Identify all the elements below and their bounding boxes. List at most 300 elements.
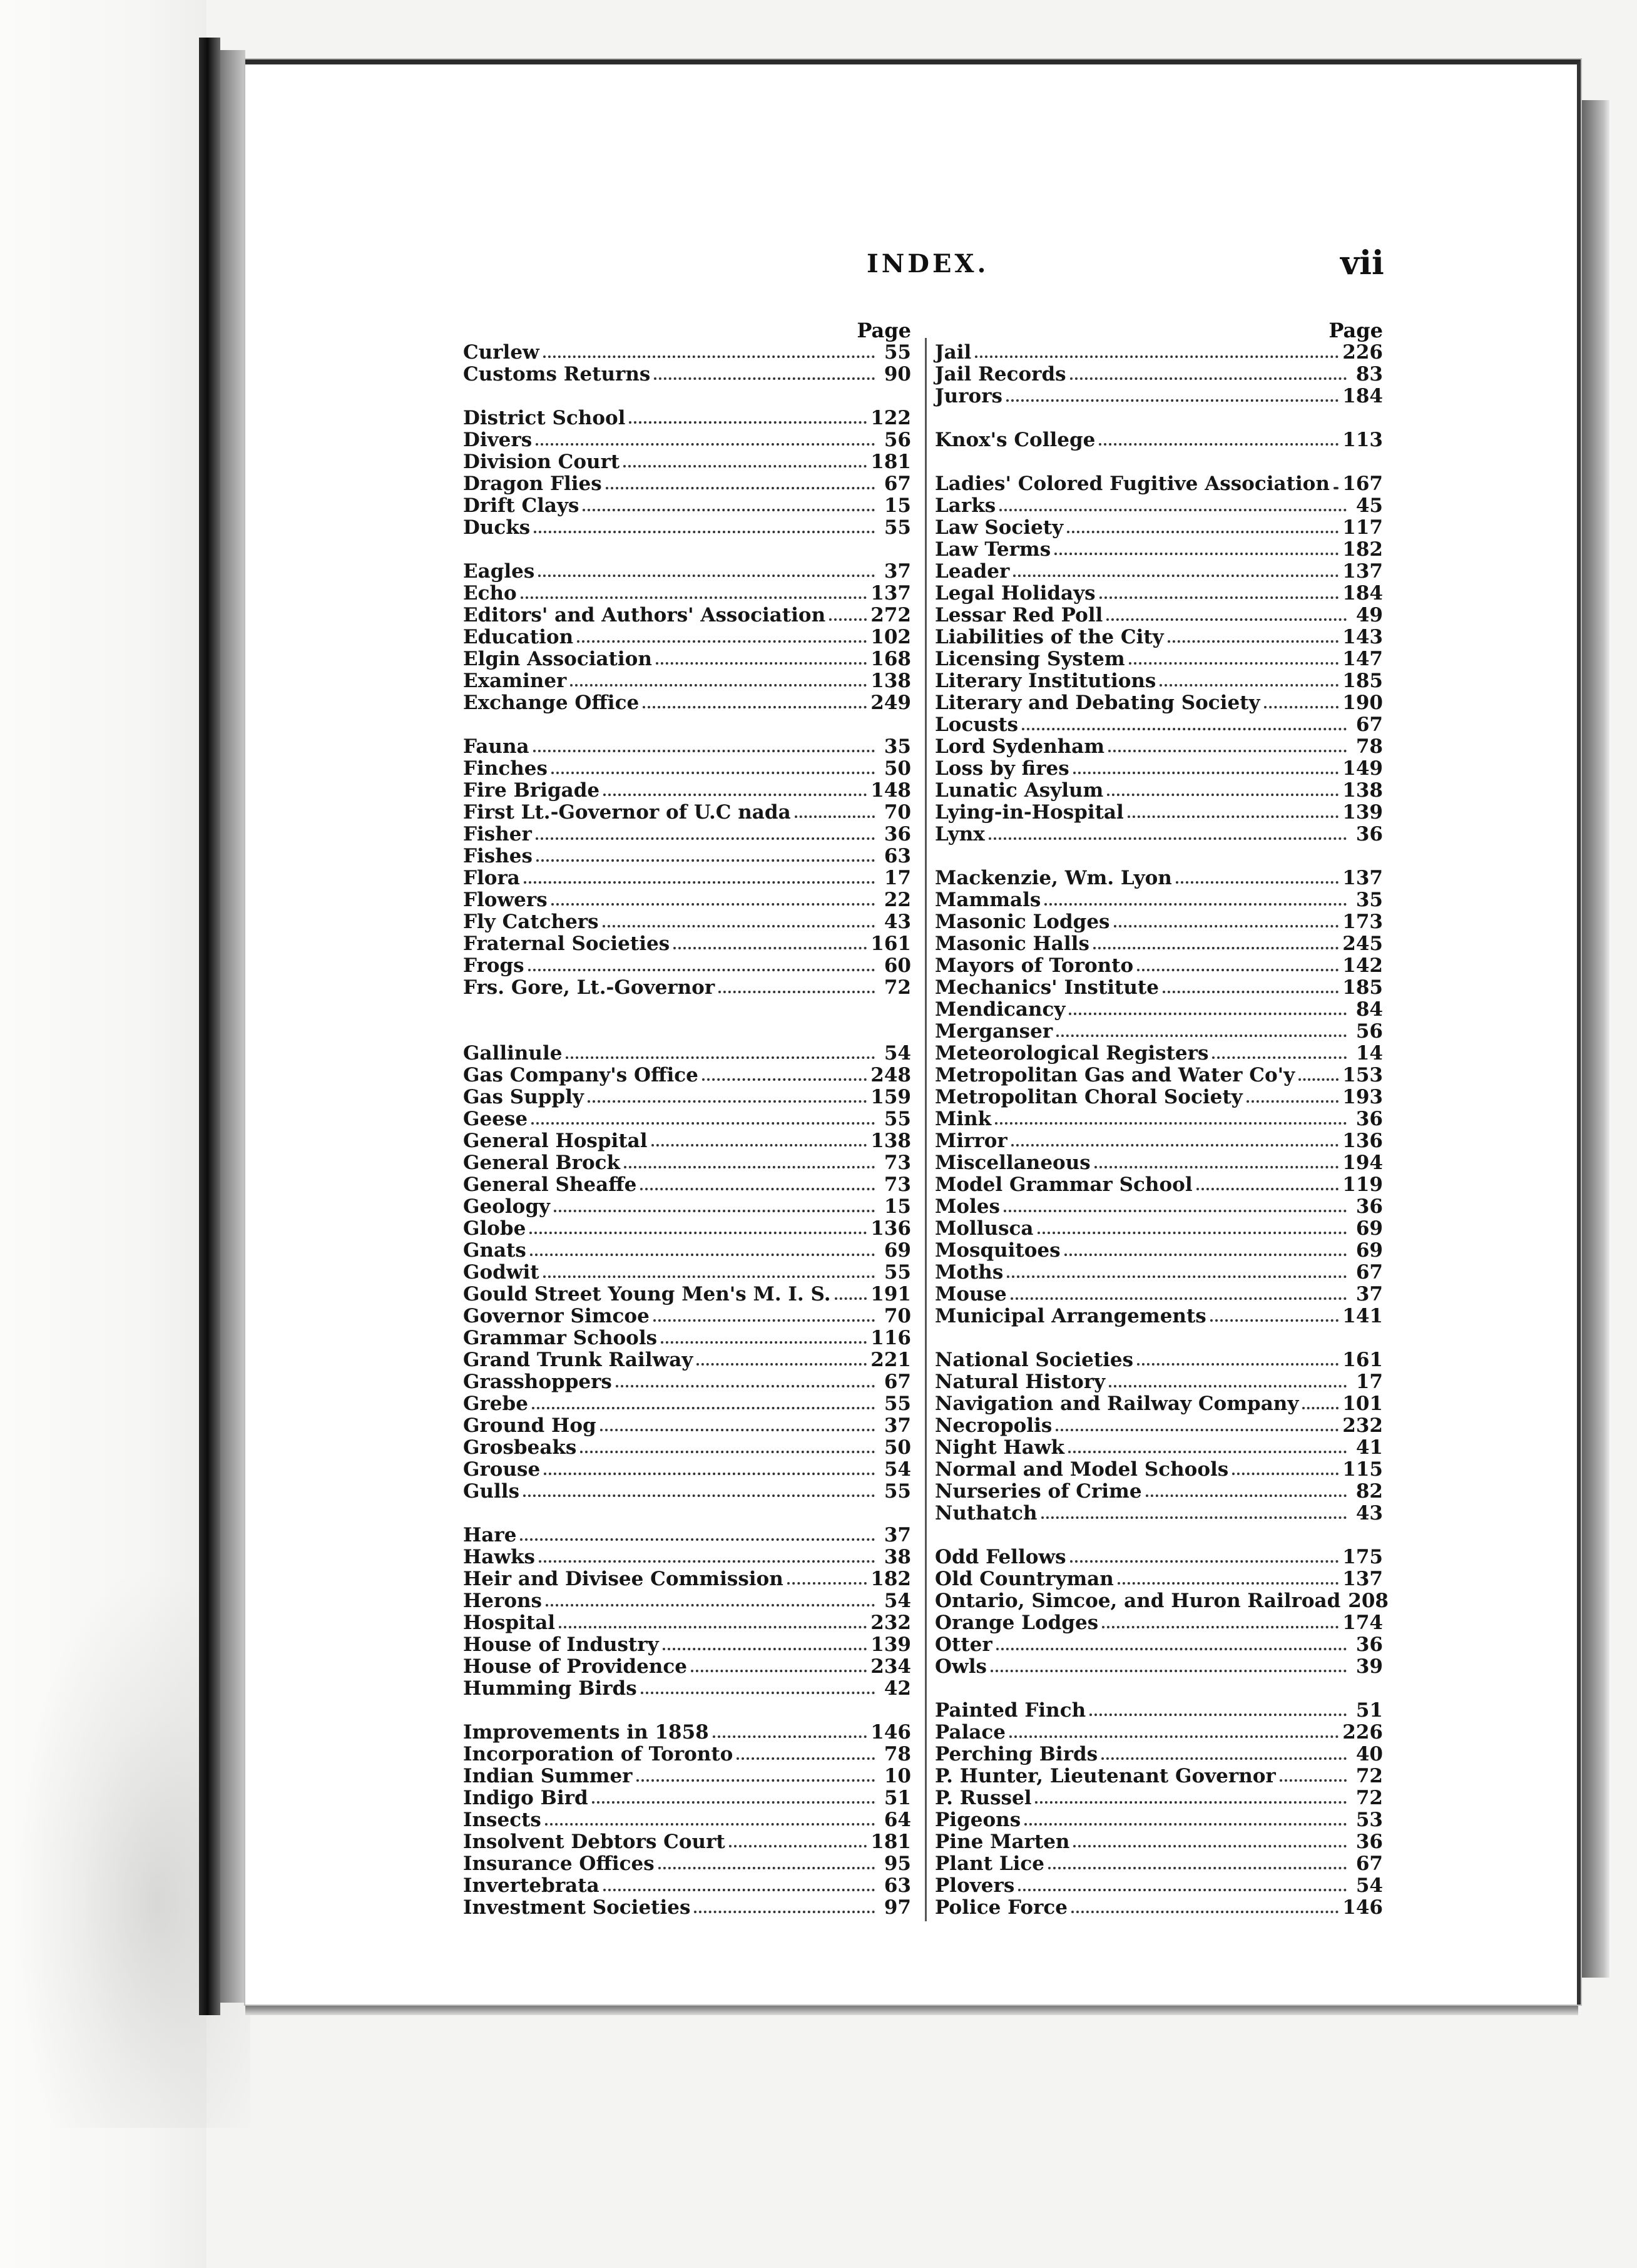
entry-term: Licensing System — [935, 648, 1125, 670]
entry-term: Heir and Divisee Commission — [463, 1568, 783, 1590]
dot-leader — [1168, 640, 1339, 643]
entry-page-number: 174 — [1342, 1612, 1383, 1634]
dot-leader — [1024, 1823, 1347, 1826]
entry-term: Finches — [463, 757, 548, 780]
dot-leader — [1107, 794, 1339, 796]
dot-leader — [1044, 903, 1347, 906]
entry-page-number: 137 — [870, 582, 911, 605]
entry-page-number: 182 — [870, 1568, 911, 1590]
entry-page-number: 101 — [1342, 1392, 1383, 1415]
index-entry — [935, 1393, 1383, 1415]
dot-leader — [1334, 487, 1339, 489]
dot-leader — [1022, 728, 1347, 730]
dot-leader — [551, 772, 875, 774]
entry-page-number: 149 — [1342, 757, 1383, 780]
entry-term: Invertebrata — [463, 1874, 599, 1897]
dot-leader — [624, 1166, 875, 1168]
index-entry — [463, 561, 911, 583]
entry-page-number: 67 — [1355, 713, 1383, 736]
entry-page-number: 72 — [1355, 1787, 1383, 1809]
entry-page-number: 142 — [1342, 954, 1383, 977]
entry-spacer — [463, 714, 911, 736]
entry-term: Mackenzie, Wm. Lyon — [935, 867, 1172, 889]
index-entry — [463, 1262, 911, 1284]
entry-page-number: 35 — [1355, 889, 1383, 911]
entry-term: Fisher — [463, 823, 532, 845]
dot-leader — [546, 1604, 875, 1606]
index-entry — [463, 1656, 911, 1678]
dot-leader — [651, 1144, 867, 1147]
index-entry — [463, 824, 911, 845]
dot-leader — [995, 1122, 1347, 1125]
entry-page-number: 69 — [1355, 1239, 1383, 1262]
entry-page-number: 56 — [884, 429, 911, 451]
index-entry — [935, 1371, 1383, 1393]
dot-leader — [623, 465, 867, 467]
entry-page-number: 55 — [884, 1108, 911, 1130]
entry-page-number: 36 — [1355, 1195, 1383, 1218]
index-entry — [935, 1086, 1383, 1108]
entry-term: Odd Fellows — [935, 1546, 1066, 1568]
index-entry — [463, 1174, 911, 1196]
entry-term: Legal Holidays — [935, 582, 1096, 605]
dot-leader — [551, 903, 875, 906]
dot-leader — [975, 355, 1339, 358]
index-entry — [935, 1700, 1383, 1722]
entry-page-number: 173 — [1342, 911, 1383, 933]
dot-leader — [656, 662, 867, 665]
entry-page-number: 37 — [884, 560, 911, 583]
index-entry — [463, 1787, 911, 1809]
entry-page-number: 55 — [884, 1261, 911, 1284]
entry-term: Grand Trunk Railway — [463, 1349, 693, 1371]
index-entry — [463, 867, 911, 889]
entry-page-number: 221 — [870, 1349, 911, 1371]
entry-term: Moles — [935, 1195, 1000, 1218]
entry-term: Pine Marten — [935, 1831, 1070, 1853]
index-entry — [935, 364, 1383, 386]
index-entry — [935, 1875, 1383, 1897]
dot-leader — [653, 1319, 875, 1322]
dot-leader — [1089, 1714, 1347, 1716]
dot-leader — [1264, 706, 1339, 708]
entry-page-number: 45 — [1355, 494, 1383, 517]
entry-term: Locusts — [935, 713, 1019, 736]
dot-leader — [702, 1078, 867, 1081]
entry-term: Exchange Office — [463, 692, 640, 714]
column-page-label: Page — [1328, 319, 1383, 342]
entry-list-right — [935, 341, 1389, 1919]
entry-term: Fire Brigade — [463, 779, 600, 802]
index-entry — [935, 517, 1383, 539]
entry-term: Insects — [463, 1809, 541, 1831]
entry-page-number: 43 — [1355, 1502, 1383, 1525]
entry-term: Lessar Red Poll — [935, 604, 1103, 626]
entry-term: Gallinule — [463, 1042, 563, 1065]
entry-page-number: 37 — [884, 1524, 911, 1546]
index-entry — [463, 1481, 911, 1503]
index-entry — [463, 780, 911, 802]
dot-leader — [1004, 1210, 1347, 1212]
dot-leader — [539, 1560, 875, 1563]
entry-page-number: 190 — [1342, 692, 1383, 714]
dot-leader — [536, 837, 875, 840]
dot-leader — [1038, 1232, 1347, 1234]
entry-term: Globe — [463, 1217, 526, 1240]
entry-term: Hawks — [463, 1546, 535, 1568]
entry-page-number: 143 — [1342, 626, 1383, 648]
index-entry — [463, 473, 911, 495]
entry-page-number: 14 — [1355, 1042, 1383, 1065]
index-entry — [463, 1546, 911, 1568]
dot-leader — [658, 1867, 875, 1869]
entry-page-number: 73 — [884, 1173, 911, 1196]
entry-term: Normal and Model Schools — [935, 1458, 1229, 1481]
entry-term: Fly Catchers — [463, 911, 599, 933]
dot-leader — [524, 881, 875, 884]
entry-page-number: 116 — [870, 1327, 911, 1349]
dot-leader — [1009, 1735, 1339, 1738]
index-entry — [463, 1634, 911, 1656]
index-entry — [463, 1327, 911, 1349]
index-entry — [935, 1349, 1383, 1371]
index-entry — [935, 1240, 1383, 1262]
entry-term: Perching Birds — [935, 1743, 1098, 1765]
index-entry — [935, 670, 1383, 692]
entry-term: Investment Societies — [463, 1896, 691, 1919]
entry-page-number: 17 — [884, 867, 911, 889]
dot-leader — [536, 443, 875, 446]
entry-term: Mollusca — [935, 1217, 1034, 1240]
entry-page-number: 184 — [1342, 582, 1383, 605]
index-entry — [463, 1393, 911, 1415]
entry-term: Eagles — [463, 560, 535, 583]
entry-page-number: 138 — [1342, 779, 1383, 802]
index-entry — [935, 626, 1383, 648]
index-entry — [463, 1130, 911, 1152]
dot-leader — [1070, 1560, 1339, 1563]
index-entry — [463, 407, 911, 429]
entry-term: Mammals — [935, 889, 1041, 911]
index-entry — [935, 1481, 1383, 1503]
index-entry — [935, 999, 1383, 1021]
index-entry — [935, 736, 1383, 758]
dot-leader — [520, 1538, 875, 1541]
entry-page-number: 55 — [884, 1392, 911, 1415]
dot-leader — [529, 1232, 867, 1234]
dot-leader — [533, 750, 875, 752]
entry-page-number: 55 — [884, 341, 911, 364]
index-entry — [463, 1086, 911, 1108]
dot-leader — [996, 1648, 1347, 1650]
entry-page-number: 53 — [1355, 1809, 1383, 1831]
dot-leader — [559, 1626, 867, 1628]
dot-leader — [592, 1801, 875, 1804]
entry-page-number: 55 — [884, 1480, 911, 1503]
entry-term: Model Grammar School — [935, 1173, 1193, 1196]
dot-leader — [694, 1911, 875, 1913]
dot-leader — [1212, 1056, 1347, 1059]
entry-page-number: 161 — [1342, 1349, 1383, 1371]
index-entry — [935, 429, 1383, 451]
entry-term: P. Hunter, Lieutenant Governor — [935, 1765, 1276, 1787]
entry-page-number: 141 — [1342, 1305, 1383, 1327]
entry-term: Metropolitan Gas and Water Co'y — [935, 1064, 1295, 1086]
entry-term: P. Russel — [935, 1787, 1032, 1809]
dot-leader — [521, 596, 867, 599]
entry-term: Fraternal Societies — [463, 932, 670, 955]
entry-page-number: 15 — [884, 1195, 911, 1218]
entry-page-number: 17 — [1355, 1371, 1383, 1393]
entry-term: Governor Simcoe — [463, 1305, 650, 1327]
index-entry — [935, 495, 1383, 517]
index-entry — [463, 1371, 911, 1393]
entry-page-number: 50 — [884, 1436, 911, 1459]
entry-page-number: 139 — [1342, 801, 1383, 824]
index-entry — [935, 1722, 1383, 1744]
entry-page-number: 78 — [884, 1743, 911, 1765]
index-entry — [935, 605, 1383, 626]
dot-leader — [640, 1188, 875, 1190]
entry-page-number: 54 — [884, 1042, 911, 1065]
entry-term: Municipal Arrangements — [935, 1305, 1206, 1327]
entry-page-number: 97 — [884, 1896, 911, 1919]
entry-term: Law Terms — [935, 538, 1051, 561]
dot-leader — [1129, 662, 1339, 665]
entry-page-number: 181 — [870, 1831, 911, 1853]
entry-term: Orange Lodges — [935, 1612, 1099, 1634]
dot-leader — [603, 794, 867, 796]
entry-page-number: 54 — [1355, 1874, 1383, 1897]
dot-leader — [673, 947, 867, 949]
entry-term: Navigation and Railway Company — [935, 1392, 1299, 1415]
entry-term: Frogs — [463, 954, 524, 977]
entry-term: Loss by fires — [935, 757, 1069, 780]
entry-page-number: 36 — [1355, 1108, 1383, 1130]
entry-page-number: 35 — [884, 735, 911, 758]
index-entry — [935, 473, 1383, 495]
index-entry — [935, 1065, 1383, 1086]
entry-term: Jail — [935, 341, 972, 364]
entry-term: Mechanics' Institute — [935, 976, 1159, 999]
index-entry — [463, 1043, 911, 1065]
dot-leader — [729, 1845, 867, 1847]
entry-term: Insurance Offices — [463, 1852, 655, 1875]
dot-leader — [787, 1582, 867, 1585]
dot-leader — [1035, 1801, 1347, 1804]
index-entry — [463, 1525, 911, 1546]
dot-leader — [1070, 377, 1347, 380]
dot-leader — [538, 575, 875, 577]
entry-spacer — [463, 539, 911, 561]
dot-leader — [1007, 1275, 1347, 1278]
dot-leader — [654, 377, 875, 380]
entry-term: Curlew — [463, 341, 539, 364]
entry-page-number: 193 — [1342, 1086, 1383, 1108]
dot-leader — [1099, 596, 1339, 599]
index-column-left — [463, 319, 911, 1919]
index-entry — [935, 714, 1383, 736]
entry-page-number: 43 — [884, 911, 911, 933]
index-entry — [463, 977, 911, 999]
dot-leader — [991, 1670, 1347, 1672]
dot-leader — [543, 1275, 875, 1278]
entry-term: Elgin Association — [463, 648, 652, 670]
dot-leader — [536, 859, 875, 862]
dot-leader — [1054, 553, 1339, 555]
dot-leader — [577, 640, 867, 643]
entry-page-number: 78 — [1355, 735, 1383, 758]
entry-list-left — [463, 342, 911, 1919]
entry-term: Nurseries of Crime — [935, 1480, 1142, 1503]
entry-page-number: 50 — [884, 757, 911, 780]
entry-spacer — [463, 386, 911, 407]
index-entry — [463, 1897, 911, 1919]
entry-page-number: 36 — [1355, 1633, 1383, 1656]
entry-page-number: 36 — [1355, 823, 1383, 845]
entry-page-number: 102 — [870, 626, 911, 648]
index-entry — [935, 933, 1383, 955]
entry-term: Moths — [935, 1261, 1004, 1284]
dot-leader — [583, 509, 875, 511]
dot-leader — [588, 1100, 867, 1103]
dot-leader — [643, 706, 867, 708]
entry-page-number: 249 — [870, 692, 911, 714]
entry-term: Grebe — [463, 1392, 528, 1415]
dot-leader — [1108, 750, 1347, 752]
index-entry — [935, 824, 1383, 845]
dot-leader — [566, 1056, 875, 1059]
dot-leader — [1093, 947, 1339, 949]
entry-term: Herons — [463, 1590, 543, 1612]
entry-term: Mayors of Toronto — [935, 954, 1134, 977]
entry-term: Nuthatch — [935, 1502, 1038, 1525]
running-head: INDEX. — [867, 249, 989, 278]
dot-leader — [544, 1473, 875, 1475]
index-entry — [935, 539, 1383, 561]
index-entry — [935, 386, 1383, 407]
entry-page-number: 182 — [1342, 538, 1383, 561]
dot-leader — [554, 1210, 875, 1212]
index-entry — [935, 1130, 1383, 1152]
index-entry — [463, 1218, 911, 1240]
entry-term: Owls — [935, 1655, 987, 1678]
entry-spacer — [935, 1678, 1383, 1700]
entry-spacer — [463, 1503, 911, 1525]
index-entry — [935, 1415, 1383, 1437]
column-divider — [925, 338, 927, 1921]
index-entry — [463, 1415, 911, 1437]
entry-term: Godwit — [463, 1261, 539, 1284]
index-entry — [463, 955, 911, 977]
index-column-right — [935, 319, 1389, 1919]
entry-term: Mink — [935, 1108, 992, 1130]
dot-leader — [1210, 1319, 1339, 1322]
dot-leader — [1048, 1867, 1347, 1869]
index-entry — [463, 1437, 911, 1459]
index-entry — [463, 1065, 911, 1086]
entry-page-number: 72 — [884, 976, 911, 999]
entry-term: Dragon Flies — [463, 472, 602, 495]
index-entry — [463, 1612, 911, 1634]
entry-term: Flora — [463, 867, 520, 889]
entry-term: Insolvent Debtors Court — [463, 1831, 725, 1853]
index-entry — [463, 1349, 911, 1371]
index-entry — [463, 1196, 911, 1218]
entry-term: Lunatic Asylum — [935, 779, 1104, 802]
entry-term: Leader — [935, 560, 1010, 583]
dot-leader — [1232, 1473, 1339, 1475]
entry-spacer — [935, 407, 1383, 429]
entry-term: Necropolis — [935, 1414, 1053, 1437]
index-entry — [463, 911, 911, 933]
index-entry — [463, 933, 911, 955]
entry-term: Improvements in 1858 — [463, 1721, 709, 1744]
index-entry — [463, 802, 911, 824]
entry-page-number: 147 — [1342, 648, 1383, 670]
dot-leader — [523, 1494, 875, 1497]
index-entry — [935, 780, 1383, 802]
dot-leader — [718, 991, 875, 993]
index-entry — [463, 1831, 911, 1853]
page-number: vii — [1340, 244, 1384, 282]
dot-leader — [1068, 1451, 1347, 1453]
entry-term: Mirror — [935, 1130, 1007, 1152]
index-entry — [935, 692, 1383, 714]
index-entry — [935, 758, 1383, 780]
entry-term: Gnats — [463, 1239, 526, 1262]
index-entry — [935, 1568, 1383, 1590]
entry-page-number: 137 — [1342, 867, 1383, 889]
entry-term: Night Hawk — [935, 1436, 1064, 1459]
entry-page-number: 175 — [1342, 1546, 1383, 1568]
index-entry — [935, 1656, 1383, 1678]
entry-page-number: 72 — [1355, 1765, 1383, 1787]
entry-page-number: 168 — [870, 648, 911, 670]
entry-page-number: 139 — [870, 1633, 911, 1656]
entry-page-number: 67 — [884, 472, 911, 495]
index-entry — [463, 1590, 911, 1612]
entry-term: Gould Street Young Men's M. I. S. — [463, 1283, 831, 1305]
entry-page-number: 248 — [870, 1064, 911, 1086]
entry-page-number: 122 — [870, 407, 911, 429]
entry-term: Lying-in-Hospital — [935, 801, 1124, 824]
dot-leader — [531, 1122, 875, 1125]
entry-page-number: 40 — [1355, 1743, 1383, 1765]
dot-leader — [1298, 1078, 1339, 1081]
entry-term: Lynx — [935, 823, 985, 845]
entry-term: Divers — [463, 429, 533, 451]
dot-leader — [1011, 1297, 1347, 1300]
index-entry — [463, 1853, 911, 1875]
entry-term: Lord Sydenham — [935, 735, 1105, 758]
entry-term: Customs Returns — [463, 363, 651, 386]
entry-term: Fauna — [463, 735, 529, 758]
dot-leader — [534, 531, 875, 533]
entry-term: Drift Clays — [463, 494, 579, 517]
entry-page-number: 51 — [884, 1787, 911, 1809]
index-entry — [935, 1262, 1383, 1284]
dot-leader — [795, 815, 875, 818]
entry-term: Pigeons — [935, 1809, 1021, 1831]
entry-term: Ducks — [463, 516, 531, 539]
entry-page-number: 181 — [870, 451, 911, 473]
index-entry — [935, 583, 1383, 605]
index-entry — [935, 1284, 1383, 1305]
entry-term: General Sheaffe — [463, 1173, 637, 1196]
entry-term: Frs. Gore, Lt.-Governor — [463, 976, 715, 999]
index-entry — [463, 1722, 911, 1744]
